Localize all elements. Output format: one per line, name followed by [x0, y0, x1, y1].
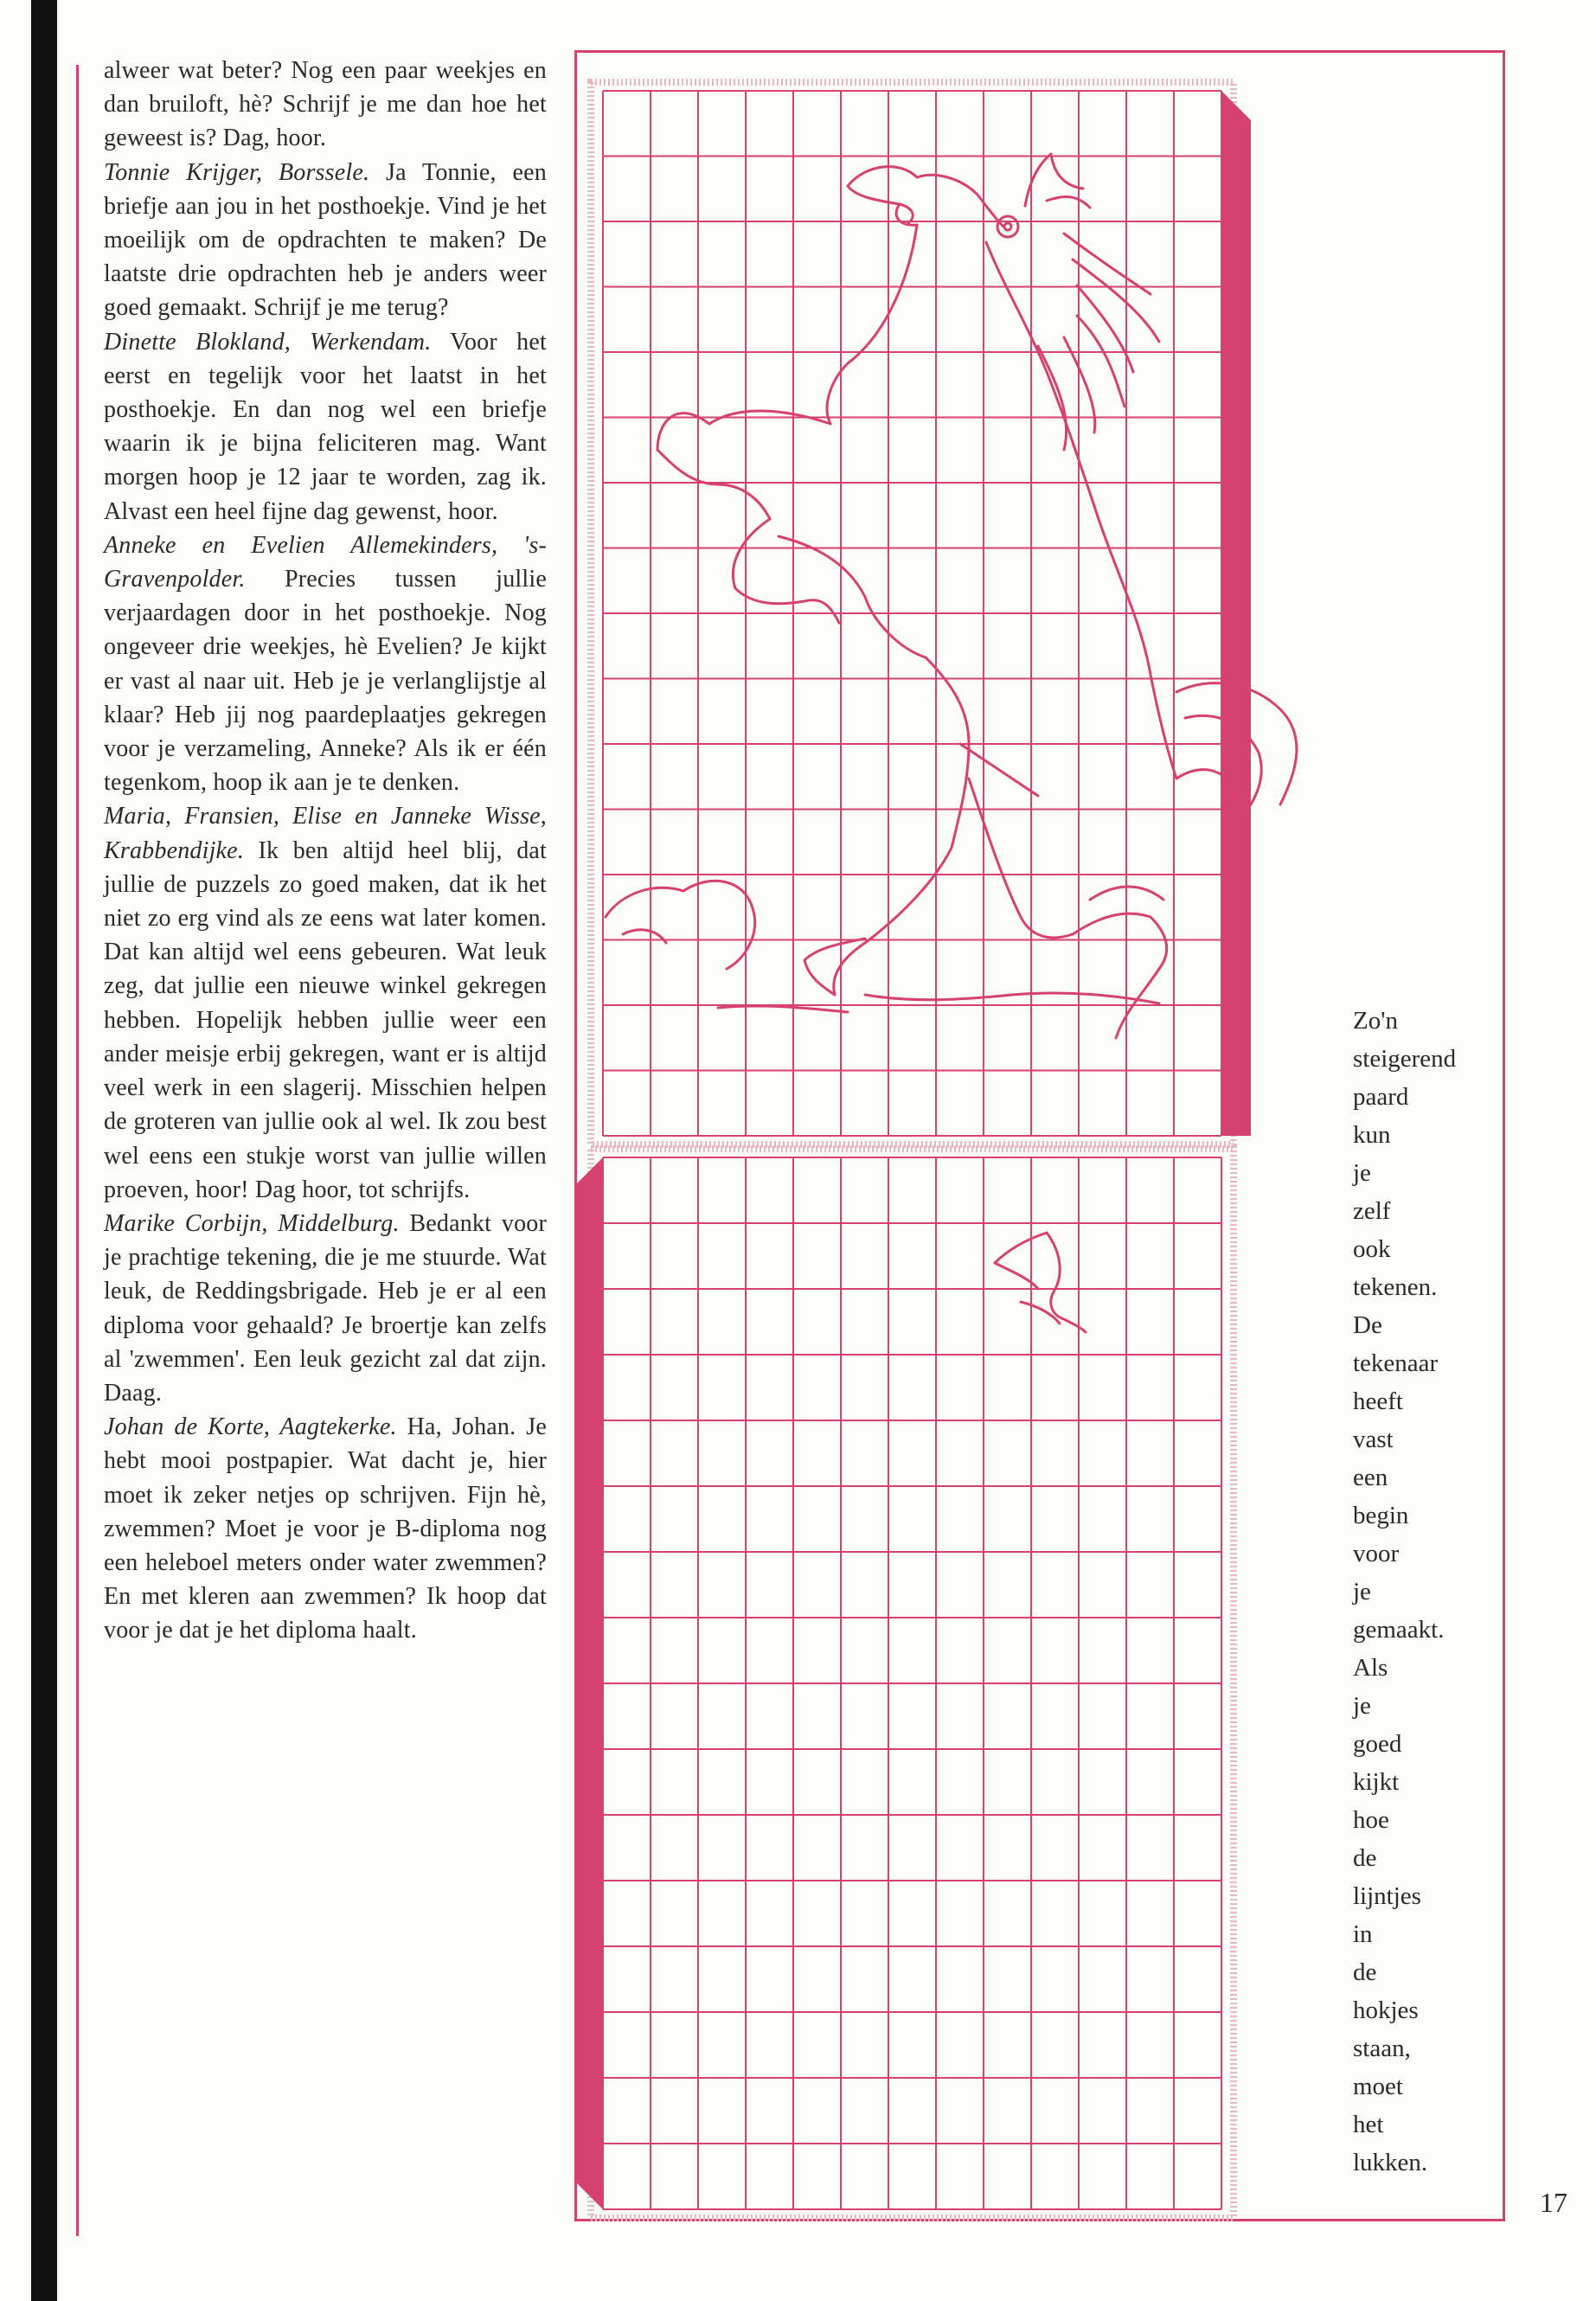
- caption-word: steigerend: [1353, 1045, 1457, 1073]
- letter-text: Voor het eerst en tegelijk voor het laatst in het posthoekje. En dan nog wel een briefje waarin ik je bijna feliciteren mag. Want morgen hoop je 12 jaar te worden, zag ik. Alvast een heel fijne dag gewenst, hoor.: [104, 328, 547, 525]
- drawing-caption: [1353, 1002, 1491, 2182]
- caption-word: zelf: [1353, 1197, 1391, 1225]
- letter-addressee: Anneke en Evelien Allemekinders, 's-Gravenpolder.: [104, 531, 547, 593]
- letter-text: Ha, Johan. Je hebt mooi postpapier. Wat dacht je, hier moet ik zeker netjes op schrijven. Fijn hè, zwemmen? Moet je voor je B-diploma nog een heleboel meters onder water zwemmen? En met kleren aan zwemmen? Ik hoop dat voor je dat je het diploma haalt.: [104, 1413, 548, 1644]
- caption-word: de: [1353, 1844, 1377, 1872]
- caption-word: staan,: [1353, 2035, 1411, 2062]
- letter-addressee: Marike Corbijn, Middelburg.: [104, 1209, 400, 1237]
- caption-word: De: [1353, 1311, 1382, 1339]
- caption-word: hoe: [1353, 1806, 1389, 1834]
- caption-word: tekenen.: [1353, 1273, 1438, 1301]
- grid-side-bar: [1221, 91, 1251, 1136]
- caption-word: de: [1353, 1958, 1377, 1986]
- caption-word: vast: [1353, 1426, 1394, 1453]
- caption-word: een: [1353, 1464, 1388, 1491]
- page-number: 17: [1540, 2187, 1567, 2218]
- letter-text: Bedankt voor je prachtige tekening, die je me stuurde. Wat leuk, de Reddingsbrigade. Heb je er al een diploma voor gehaald? Je broertje kan zelfs al 'zwemmen'. Een leuk gezicht zal dat zijn. Daag.: [104, 1209, 547, 1407]
- letter-addressee: Dinette Blokland, Werkendam.: [104, 328, 432, 356]
- letter-text: alweer wat beter? Nog een paar weekjes en dan bruiloft, hè? Schrijf je me dan hoe het geweest is? Dag, hoor.: [104, 57, 547, 152]
- caption-word: hokjes: [1353, 1997, 1419, 2024]
- caption-word: tekenaar: [1353, 1349, 1439, 1377]
- caption-word: kun: [1353, 1121, 1391, 1149]
- caption-word: Zo'n: [1353, 1007, 1398, 1035]
- letter-addressee: Johan de Korte, Aagtekerke.: [104, 1413, 397, 1441]
- grid-with-horse: [591, 82, 1251, 1144]
- caption-word: voor: [1353, 1540, 1400, 1567]
- caption-word: lukken.: [1353, 2149, 1428, 2176]
- caption-word: je: [1353, 1692, 1371, 1720]
- caption-word: moet: [1353, 2073, 1403, 2100]
- caption-word: lijntjes: [1353, 1882, 1421, 1910]
- letter-text: Ik ben altijd heel blij, dat jullie de puzzels zo goed maken, dat ik het niet zo erg vind als ze eens wat later komen. Dat kan altijd wel eens gebeuren. Wat leuk zeg, dat jullie een nieuwe winkel gekregen hebben. Hopelijk hebben jullie weer een ander meisje erbij gekregen, want er is altijd veel werk in een slagerij. Misschien helpen de groteren van jullie ook al wel. Ik zou best wel eens een stukje worst van jullie willen proeven, hoor! Dag hoor, tot schrijfs.: [104, 836, 547, 1203]
- letter-text: Precies tussen jullie verjaardagen door in het posthoekje. Nog ongeveer drie weekjes, hè Evelien? Je kijkt er vast al naar uit. Heb je je verlanglijstje al klaar? Heb jij nog paardeplaatjes gekregen voor je verzameling, Anneke? Als ik er één tegenkom, hoop ik aan je te denken.: [104, 566, 547, 797]
- letter-text: Ja Tonnie, een briefje aan jou in het posthoekje. Vind je het moeilijk om de opdrachten te maken? De laatste drie opdrachten heb je anders weer goed gemaakt. Schrijf je me terug?: [104, 158, 547, 322]
- caption-word: goed: [1353, 1730, 1402, 1758]
- caption-word: je: [1353, 1159, 1371, 1187]
- grid-side-bar: [577, 1157, 603, 2209]
- caption-word: begin: [1353, 1502, 1409, 1529]
- caption-word: kijkt: [1353, 1768, 1400, 1796]
- empty-grid: [577, 1149, 1234, 2218]
- caption-word: ook: [1353, 1235, 1391, 1263]
- caption-word: heeft: [1353, 1388, 1403, 1415]
- caption-word: je: [1353, 1578, 1371, 1606]
- caption-word: Als: [1353, 1654, 1388, 1682]
- caption-word: het: [1353, 2111, 1384, 2138]
- letter-addressee: Maria, Fransien, Elise en Janneke Wisse, Krabbendijke.: [104, 803, 547, 864]
- caption-word: gemaakt.: [1353, 1616, 1445, 1644]
- letter-addressee: Tonnie Krijger, Borssele.: [104, 158, 370, 186]
- caption-word: in: [1353, 1920, 1373, 1948]
- caption-word: paard: [1353, 1083, 1409, 1111]
